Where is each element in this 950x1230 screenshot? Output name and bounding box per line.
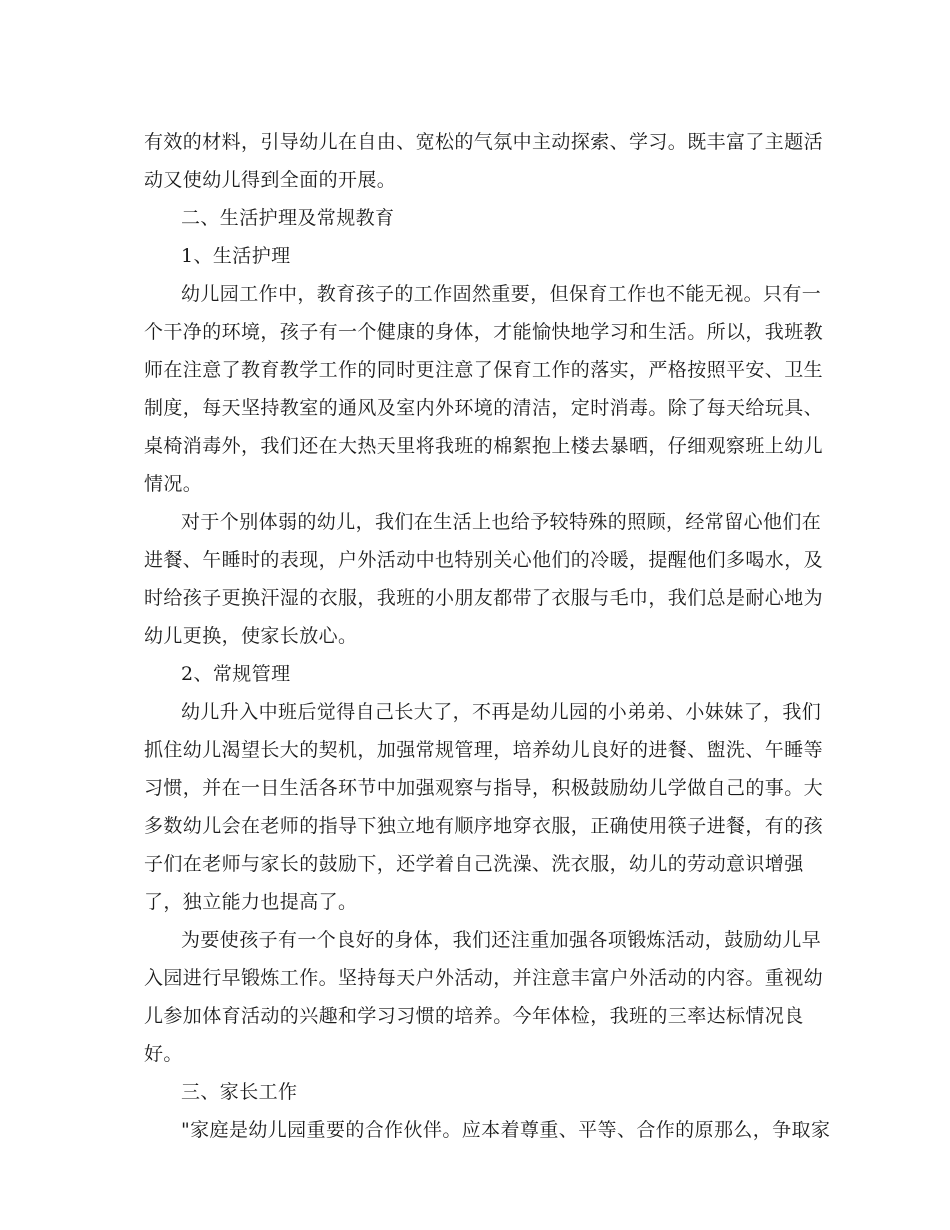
text-line: 抓住幼儿渴望长大的契机，加强常规管理，培养幼儿良好的进餐、盥洗、午睡等 (144, 739, 824, 761)
section-heading: 二、生活护理及常规教育 (181, 207, 395, 229)
text-line: 好。 (144, 1043, 183, 1065)
text-line: 进餐、午睡时的表现，户外活动中也特别关心他们的冷暖，提醒他们多喝水，及 (144, 549, 824, 571)
section-heading: 三、家长工作 (181, 1081, 298, 1103)
text-line: 桌椅消毒外，我们还在大热天里将我班的棉絮抱上楼去暴晒，仔细观察班上幼儿 (144, 435, 824, 457)
text-line: 制度，每天坚持教室的通风及室内外环境的清洁，定时消毒。除了每天给玩具、 (144, 397, 824, 419)
text-line: 幼儿更换，使家长放心。 (144, 625, 358, 647)
text-line: 动又使幼儿得到全面的开展。 (144, 169, 397, 191)
text-line: 幼儿园工作中，教育孩子的工作固然重要，但保育工作也不能无视。只有一 (181, 283, 822, 305)
text-line: 子们在老师与家长的鼓励下，还学着自己洗澡、洗衣服，幼儿的劳动意识增强 (144, 853, 804, 875)
subsection-heading: 1、生活护理 (181, 245, 291, 267)
text-line: 有效的材料，引导幼儿在自由、宽松的气氛中主动探索、学习。既丰富了主题活 (144, 131, 824, 153)
text-line: 幼儿升入中班后觉得自己长大了，不再是幼儿园的小弟弟、小妹妹了，我们 (181, 701, 822, 723)
text-line: 师在注意了教育教学工作的同时更注意了保育工作的落实，严格按照平安、卫生 (144, 359, 824, 381)
text-line: 情况。 (144, 473, 203, 495)
text-line: 时给孩子更换汗湿的衣服，我班的小朋友都带了衣服与毛巾，我们总是耐心地为 (144, 587, 824, 609)
text-line: 对于个别体弱的幼儿，我们在生活上也给予较特殊的照顾，经常留心他们在 (181, 511, 822, 533)
text-line: 了，独立能力也提高了。 (144, 891, 358, 913)
text-line: 入园进行早锻炼工作。坚持每天户外活动，并注意丰富户外活动的内容。重视幼 (144, 967, 824, 989)
text-line: 儿参加体育活动的兴趣和学习习惯的培养。今年体检，我班的三率达标情况良 (144, 1005, 804, 1027)
text-line: 多数幼儿会在老师的指导下独立地有顺序地穿衣服，正确使用筷子进餐，有的孩 (144, 815, 824, 837)
text-line: 个干净的环境，孩子有一个健康的身体，才能愉快地学习和生活。所以，我班教 (144, 321, 824, 343)
text-line: "家庭是幼儿园重要的合作伙伴。应本着尊重、平等、合作的原那么，争取家 (181, 1119, 831, 1141)
subsection-heading: 2、常规管理 (181, 663, 291, 685)
text-line: 习惯，并在一日生活各环节中加强观察与指导，积极鼓励幼儿学做自己的事。大 (144, 777, 824, 799)
text-line: 为要使孩子有一个良好的身体，我们还注重加强各项锻炼活动，鼓励幼儿早 (181, 929, 822, 951)
